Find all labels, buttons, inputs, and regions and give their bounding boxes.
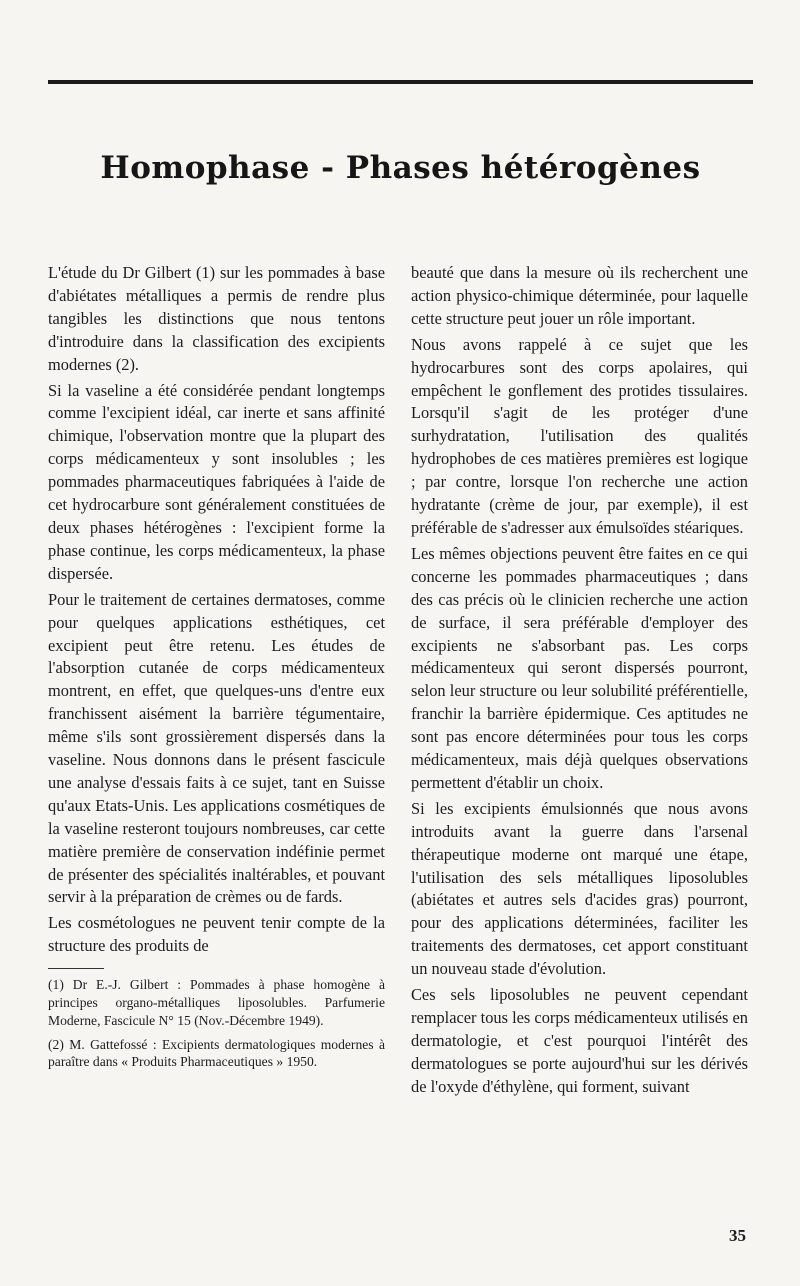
paragraph: Nous avons rappelé à ce sujet que les hydrocarbures sont des corps apolaires, qui empêchent le gonflement des protides tissulaires. Lorsqu'il s'agit de les protéger d'une surhydratation, l'utilisation des qualités hydrophobes de ces matières premières est logique ; par contre, lorsque l'on recherche une action hydratante (crème de jour, par exemple), il est préférable de s'adresser aux émulsoïdes stéariques. [411, 334, 748, 537]
paragraph: beauté que dans la mesure où ils recherchent une action physico-chimique déterminée, pour laquelle cette structure peut jouer un rôle important. [411, 263, 748, 328]
paragraph: Ces sels liposolubles ne peuvent cependant remplacer tous les corps médicamenteux utilisés en dermatologie, et c'est pourquoi l'intérêt des dermatologues se porte aujourd'hui sur les dérivés de l'oxyde d'éthylène, qui forment, suivant [411, 985, 748, 1096]
paragraph: Les cosmétologues ne peuvent tenir compte de la structure des produits de [48, 913, 385, 956]
paragraph: Les mêmes objections peuvent être faites en ce qui concerne les pommades pharmaceutiques ; dans des cas précis où le clinicien recherche une action de surface, il sera préférable d'employer des excipients ne s'absorbant pas. Les corps médicamenteux qui seront dispersés pourront, selon leur structure ou leur solubilité préférentielle, franchir la barrière épidermique. Ces aptitudes ne sont pas encore déterminées pour tous les corps médicamenteux, mais déjà quelques observations permettent d'établir un choix. [411, 543, 748, 792]
paragraph: L'étude du Dr Gilbert (1) sur les pommades à base d'abiétates métalliques a permis de rendre plus tangibles les distinctions que nous tentons d'introduire dans la classification des excipients modernes (2). [48, 263, 385, 374]
paragraph: Si la vaseline a été considérée pendant longtemps comme l'excipient idéal, car inerte et sans affinité chimique, l'observation montre que la plupart des corps médicamenteux y sont insolubles ; les pommades pharmaceutiques fabriquées à l'aide de cet hydrocarbure sont généralement constituées de deux phases hétérogènes : l'excipient forme la phase continue, les corps médicamenteux, la phase dispersée. [48, 380, 385, 583]
footnote-2: (2) M. Gattefossé : Excipients dermatologiques modernes à paraître dans « Produits Pharmaceutiques » 1950. [48, 1036, 385, 1070]
right-column [411, 262, 748, 1102]
left-column [48, 262, 385, 1077]
paragraph: Si les excipients émulsionnés que nous avons introduits avant la guerre dans l'arsenal thérapeutique moderne ont marqué une étape, l'utilisation des sels métalliques liposolubles (abiétates et autres sels d'acides gras) pourront, pour des applications déterminées, faciliter les traitements des dermatoses, cet apport constituant un nouveau stade d'évolution. [411, 798, 748, 979]
paragraph: Pour le traitement de certaines dermatoses, comme pour quelques applications esthétiques, cet excipient peut être retenu. Les études de l'absorption cutanée de corps médicamenteux montrent, en effet, que quelques-uns d'entre eux franchissent aisément la barrière tégumentaire, même s'ils sont grossièrement dispersés dans la vaseline. Nous donnons dans le présent fascicule une analyse d'essais faits à ce sujet, tant en Suisse qu'aux Etats-Unis. Les applications cosmétiques de la vaseline resteront toujours nombreuses, car cette matière première de conservation indéfinie permet de présenter des spécialités inaltérables, et pouvant servir à la préparation de crèmes ou de fards. [48, 589, 385, 907]
footnotes [48, 976, 385, 1071]
header-rule [48, 80, 753, 84]
footnote-1: (1) Dr E.-J. Gilbert : Pommades à phase homogène à principes organo-métalliques liposolubles. Parfumerie Moderne, Fascicule N° 15 (Nov.-Décembre 1949). [48, 977, 385, 1028]
footnote-rule [48, 968, 104, 969]
article-title: Homophase - Phases hétérogènes [100, 150, 701, 186]
page-number: 35 [729, 1226, 746, 1245]
